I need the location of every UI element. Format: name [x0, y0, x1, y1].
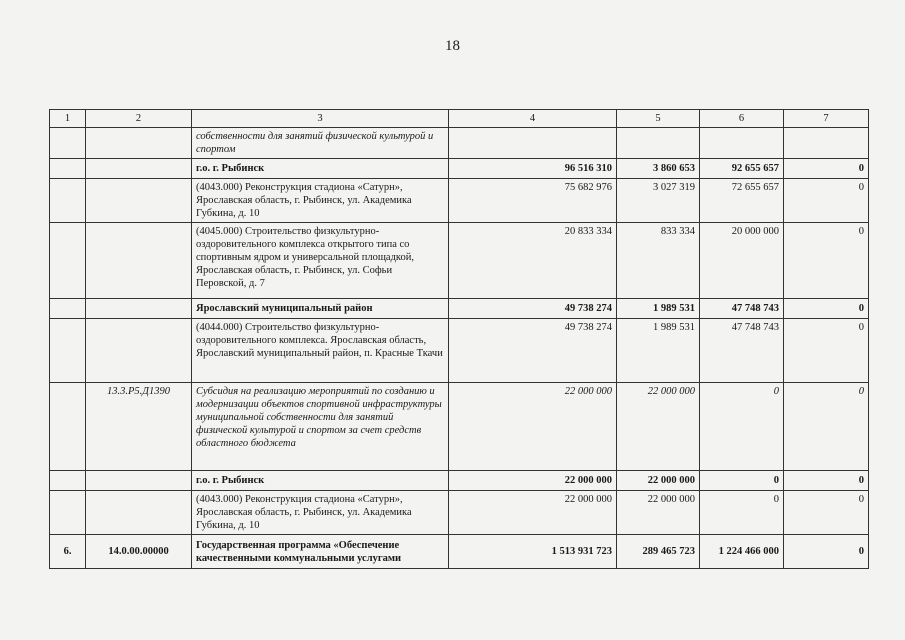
- cell-col5: 22 000 000: [617, 383, 700, 471]
- cell-col6: 0: [700, 471, 784, 491]
- cell-col4: 49 738 274: [449, 299, 617, 319]
- cell-col4: 96 516 310: [449, 159, 617, 179]
- cell-col2: 13.3.Р5.Д1390: [86, 383, 192, 471]
- cell-col7: 0: [784, 491, 869, 535]
- cell-col1: [50, 471, 86, 491]
- table-row: [50, 471, 869, 491]
- cell-col1: [50, 299, 86, 319]
- table-row: [50, 299, 869, 319]
- table-row: [50, 383, 869, 471]
- cell-col6: 47 748 743: [700, 319, 784, 383]
- cell-col4: 22 000 000: [449, 471, 617, 491]
- cell-col3: г.о. г. Рыбинск: [192, 471, 449, 491]
- cell-col5: 1 989 531: [617, 299, 700, 319]
- cell-col3: Государственная программа «Обеспечение качественными коммунальными услугами: [192, 535, 449, 569]
- cell-col5: 1 989 531: [617, 319, 700, 383]
- cell-col2: [86, 471, 192, 491]
- table-row: [50, 128, 869, 159]
- cell-col1: [50, 383, 86, 471]
- cell-col3: Субсидия на реализацию мероприятий по созданию и модернизации объектов спортивной инфраструктуры муниципальной собственности для занятий физической культурой и спортом за счет средств областного бюджета: [192, 383, 449, 471]
- cell-col7: 0: [784, 319, 869, 383]
- cell-col7: 0: [784, 299, 869, 319]
- column-header: 3: [192, 110, 449, 128]
- cell-col6: 0: [700, 383, 784, 471]
- cell-col5: 289 465 723: [617, 535, 700, 569]
- cell-col5: 3 027 319: [617, 179, 700, 223]
- cell-col1: [50, 179, 86, 223]
- cell-col2: [86, 179, 192, 223]
- cell-col6: 0: [700, 491, 784, 535]
- table-row: [50, 159, 869, 179]
- table-row: [50, 319, 869, 383]
- cell-col4: 20 833 334: [449, 223, 617, 299]
- cell-col4: 75 682 976: [449, 179, 617, 223]
- cell-col6: [700, 128, 784, 159]
- cell-col1: 6.: [50, 535, 86, 569]
- table-row: [50, 223, 869, 299]
- cell-col3: (4045.000) Строительство физкультурно-оздоровительного комплекса открытого типа со спортивным ядром и универсальной площадкой, Ярославская область, г. Рыбинск, ул. Софьи Перовской, д. 7: [192, 223, 449, 299]
- cell-col4: 49 738 274: [449, 319, 617, 383]
- cell-col3: г.о. г. Рыбинск: [192, 159, 449, 179]
- cell-col6: 20 000 000: [700, 223, 784, 299]
- table-row: [50, 179, 869, 223]
- cell-col7: 0: [784, 223, 869, 299]
- cell-col1: [50, 491, 86, 535]
- cell-col3: собственности для занятий физической культурой и спортом: [192, 128, 449, 159]
- cell-col6: 92 655 657: [700, 159, 784, 179]
- budget-table: [49, 109, 869, 569]
- cell-col2: [86, 159, 192, 179]
- cell-col2: [86, 128, 192, 159]
- cell-col5: [617, 128, 700, 159]
- cell-col7: 0: [784, 383, 869, 471]
- cell-col5: 833 334: [617, 223, 700, 299]
- cell-col1: [50, 128, 86, 159]
- cell-col4: 1 513 931 723: [449, 535, 617, 569]
- header-row: [50, 110, 869, 128]
- cell-col6: 1 224 466 000: [700, 535, 784, 569]
- cell-col7: 0: [784, 159, 869, 179]
- column-header: 7: [784, 110, 869, 128]
- cell-col1: [50, 159, 86, 179]
- cell-col3: Ярославский муниципальный район: [192, 299, 449, 319]
- column-header: 2: [86, 110, 192, 128]
- cell-col4: [449, 128, 617, 159]
- cell-col1: [50, 223, 86, 299]
- column-header: 6: [700, 110, 784, 128]
- cell-col3: (4043.000) Реконструкция стадиона «Сатурн», Ярославская область, г. Рыбинск, ул. Академика Губкина, д. 10: [192, 179, 449, 223]
- cell-col2: [86, 491, 192, 535]
- cell-col4: 22 000 000: [449, 383, 617, 471]
- cell-col6: 72 655 657: [700, 179, 784, 223]
- cell-col5: 22 000 000: [617, 471, 700, 491]
- cell-col7: 0: [784, 471, 869, 491]
- column-header: 1: [50, 110, 86, 128]
- cell-col7: 0: [784, 179, 869, 223]
- cell-col7: [784, 128, 869, 159]
- cell-col3: (4044.000) Строительство физкультурно-оздоровительного комплекса. Ярославская область, Ярославский муниципальный район, п. Красные Ткачи: [192, 319, 449, 383]
- page-number: 18: [445, 38, 460, 54]
- cell-col7: 0: [784, 535, 869, 569]
- cell-col2: 14.0.00.00000: [86, 535, 192, 569]
- cell-col2: [86, 299, 192, 319]
- cell-col3: (4043.000) Реконструкция стадиона «Сатурн», Ярославская область, г. Рыбинск, ул. Академика Губкина, д. 10: [192, 491, 449, 535]
- cell-col6: 47 748 743: [700, 299, 784, 319]
- cell-col5: 3 860 653: [617, 159, 700, 179]
- cell-col1: [50, 319, 86, 383]
- table-row: [50, 491, 869, 535]
- table-row: [50, 535, 869, 569]
- column-header: 5: [617, 110, 700, 128]
- cell-col2: [86, 223, 192, 299]
- cell-col4: 22 000 000: [449, 491, 617, 535]
- cell-col2: [86, 319, 192, 383]
- cell-col5: 22 000 000: [617, 491, 700, 535]
- column-header: 4: [449, 110, 617, 128]
